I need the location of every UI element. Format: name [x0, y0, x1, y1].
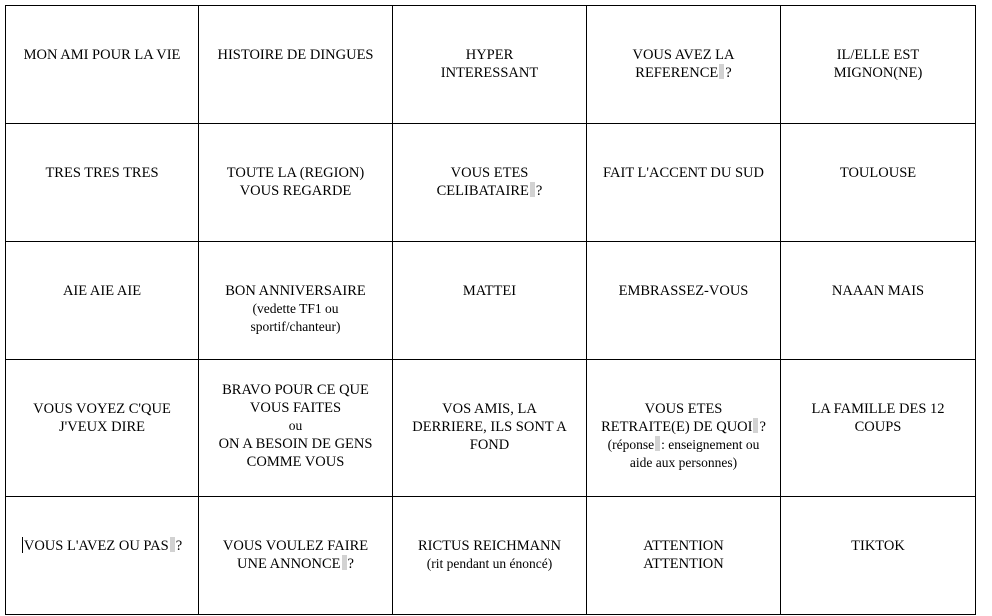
grid-cell[interactable]	[781, 6, 976, 124]
grid-cell[interactable]	[199, 242, 393, 360]
cell-note: sportif/chanteur)	[250, 319, 341, 334]
grid-row	[6, 124, 976, 242]
cell-text: VOUS ETES	[450, 165, 529, 181]
cell-note-line	[595, 436, 772, 454]
grid-row	[6, 6, 976, 124]
cell-text: VOUS REGARDE	[239, 183, 352, 199]
cell-text: TIKTOK	[851, 538, 905, 554]
cell-text: INTERESSANT	[440, 65, 539, 81]
grid-cell[interactable]	[393, 242, 587, 360]
nbsp-marker	[655, 436, 660, 451]
grid-cell[interactable]	[393, 497, 587, 615]
cell-text: VOUS ETES	[644, 401, 723, 417]
grid-cell[interactable]	[781, 497, 976, 615]
cell-text: ?	[347, 556, 354, 572]
cell-text: HISTOIRE DE DINGUES	[217, 47, 374, 63]
cell-text: HYPER	[465, 47, 514, 63]
cell-text: CELIBATAIRE	[436, 183, 529, 199]
cell-text-line	[207, 555, 384, 573]
grid-cell[interactable]	[393, 124, 587, 242]
grid-cell[interactable]	[6, 360, 199, 497]
grid-cell[interactable]	[6, 242, 199, 360]
grid-cell[interactable]	[587, 124, 781, 242]
cell-text-line	[595, 64, 772, 82]
cell-text: NAAAN MAIS	[831, 283, 925, 299]
cell-text-line	[401, 182, 578, 200]
cell-note: aide aux personnes)	[629, 455, 738, 470]
cell-note: : enseignement ou	[661, 437, 760, 452]
cell-text: TOULOUSE	[839, 165, 917, 181]
cell-text-line	[595, 418, 772, 436]
cell-text: FOND	[469, 437, 510, 453]
cell-text: ATTENTION	[643, 538, 724, 554]
cell-text: MATTEI	[462, 283, 517, 299]
cell-note: (vedette TF1 ou	[252, 301, 339, 316]
grid-cell[interactable]	[6, 6, 199, 124]
cell-text: DERRIERE, ILS SONT A	[412, 419, 567, 435]
cell-note: (rit pendant un énoncé)	[426, 556, 553, 571]
grid-cell[interactable]	[587, 497, 781, 615]
cell-text: VOUS AVEZ LA	[632, 47, 735, 63]
cell-text: J'VEUX DIRE	[59, 419, 145, 435]
nbsp-marker	[170, 537, 175, 552]
cell-note: (réponse	[607, 437, 655, 452]
cell-text: REFERENCE	[635, 65, 719, 81]
cell-text: ON A BESOIN DE GENS	[218, 436, 373, 452]
cell-text: TRES TRES TRES	[45, 165, 159, 181]
grid-cell[interactable]	[781, 360, 976, 497]
nbsp-marker	[342, 555, 347, 570]
cell-text: ?	[725, 65, 732, 81]
cell-text: UNE ANNONCE	[237, 556, 341, 572]
cell-text: FAIT L'ACCENT DU SUD	[603, 165, 764, 181]
bingo-grid	[5, 5, 976, 615]
cell-text: RETRAITE(E) DE QUOI	[601, 419, 753, 435]
grid-cell[interactable]	[6, 124, 199, 242]
grid-cell[interactable]	[199, 497, 393, 615]
grid-cell[interactable]	[6, 497, 199, 615]
grid-cell[interactable]	[199, 6, 393, 124]
cell-text: VOS AMIS, LA	[442, 401, 537, 417]
grid-cell[interactable]	[199, 360, 393, 497]
cell-text: ?	[535, 183, 543, 199]
cell-note: ou	[288, 418, 303, 433]
cell-text: IL/ELLE EST	[836, 47, 920, 63]
cell-text: RICTUS REICHMANN	[418, 538, 561, 554]
cell-text: VOUS VOYEZ C'QUE	[33, 401, 171, 417]
grid-cell[interactable]	[781, 124, 976, 242]
cell-text: MIGNON(NE)	[833, 65, 923, 81]
cell-text: MON AMI POUR LA VIE	[23, 47, 181, 63]
grid-cell[interactable]	[587, 242, 781, 360]
grid-cell[interactable]	[393, 6, 587, 124]
cell-text: BRAVO POUR CE QUE	[222, 382, 369, 398]
nbsp-marker	[753, 418, 758, 433]
cell-text: VOUS L'AVEZ OU PAS	[23, 538, 169, 554]
grid-row	[6, 360, 976, 497]
cell-text: LA FAMILLE DES 12	[811, 401, 945, 417]
cell-text: ATTENTION	[643, 556, 724, 572]
cell-text: ?	[175, 538, 183, 554]
cell-text: ?	[759, 419, 766, 435]
grid-row	[6, 497, 976, 615]
cell-text: EMBRASSEZ-VOUS	[618, 283, 749, 299]
nbsp-marker	[530, 182, 535, 197]
cell-text: BON ANNIVERSAIRE	[225, 283, 366, 299]
cell-text: VOUS VOULEZ FAIRE	[222, 538, 369, 554]
grid-cell[interactable]	[587, 360, 781, 497]
grid-cell[interactable]	[587, 6, 781, 124]
cell-text: VOUS FAITES	[249, 400, 342, 416]
grid-cell[interactable]	[781, 242, 976, 360]
cell-text-line	[14, 537, 190, 555]
cell-text: COUPS	[854, 419, 902, 435]
grid-row	[6, 242, 976, 360]
grid-cell[interactable]	[199, 124, 393, 242]
cell-text: AIE AIE AIE	[62, 283, 142, 299]
nbsp-marker	[719, 64, 724, 79]
cell-text: TOUTE LA (REGION)	[226, 165, 365, 181]
grid-cell[interactable]	[393, 360, 587, 497]
cell-text: COMME VOUS	[246, 454, 345, 470]
text-cursor	[22, 537, 23, 553]
